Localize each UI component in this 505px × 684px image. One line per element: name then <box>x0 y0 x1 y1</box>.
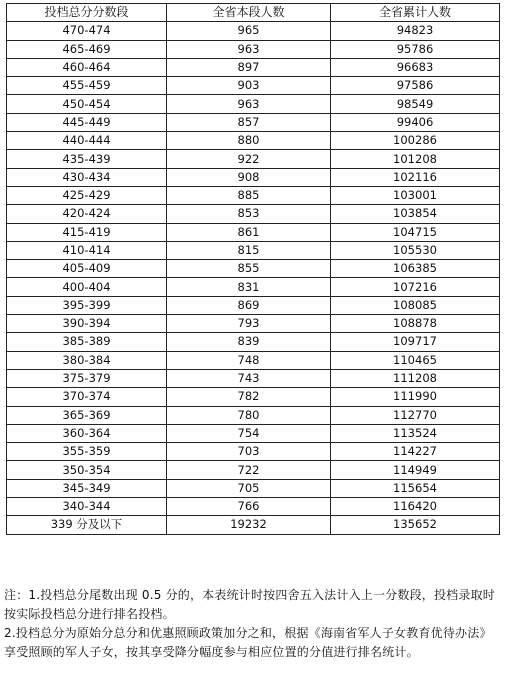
table-row <box>7 424 500 442</box>
score-range-cell: 410-414 <box>7 241 167 259</box>
cumulative-count-cell: 99406 <box>331 113 500 131</box>
segment-count-cell: 922 <box>167 150 331 168</box>
cumulative-count-cell: 113524 <box>331 424 500 442</box>
segment-count-cell: 853 <box>167 205 331 223</box>
table-row <box>7 479 500 497</box>
table-row <box>7 241 500 259</box>
segment-count-cell: 880 <box>167 132 331 150</box>
cumulative-count-cell: 100286 <box>331 132 500 150</box>
segment-count-cell: 748 <box>167 351 331 369</box>
score-range-cell: 360-364 <box>7 424 167 442</box>
table-row <box>7 132 500 150</box>
segment-count-cell: 861 <box>167 223 331 241</box>
table-row <box>7 388 500 406</box>
note-1: 注：1.投档总分尾数出现 0.5 分的，本表统计时按四舍五入法计入上一分数段，投档录取时按实际投档总分进行排名投档。 <box>4 588 495 621</box>
cumulative-count-cell: 106385 <box>331 260 500 278</box>
table-body <box>7 22 500 534</box>
segment-count-cell: 869 <box>167 296 331 314</box>
score-range-cell: 430-434 <box>7 168 167 186</box>
score-range-cell: 400-404 <box>7 278 167 296</box>
notes <box>4 586 501 662</box>
score-range-cell: 350-354 <box>7 461 167 479</box>
table-row <box>7 58 500 76</box>
segment-count-cell: 815 <box>167 241 331 259</box>
cumulative-count-cell: 98549 <box>331 95 500 113</box>
cumulative-count-cell: 135652 <box>331 516 500 534</box>
score-range-cell: 465-469 <box>7 40 167 58</box>
table-row <box>7 443 500 461</box>
segment-count-cell: 703 <box>167 443 331 461</box>
cumulative-count-cell: 107216 <box>331 278 500 296</box>
segment-count-cell: 722 <box>167 461 331 479</box>
segment-count-cell: 19232 <box>167 516 331 534</box>
table-row <box>7 498 500 516</box>
table-row <box>7 113 500 131</box>
segment-count-cell: 782 <box>167 388 331 406</box>
cumulative-count-cell: 105530 <box>331 241 500 259</box>
segment-count-cell: 855 <box>167 260 331 278</box>
table-row <box>7 22 500 40</box>
header-score-range: 投档总分分数段 <box>7 4 167 22</box>
table-row <box>7 278 500 296</box>
table-row <box>7 95 500 113</box>
cumulative-count-cell: 116420 <box>331 498 500 516</box>
cumulative-count-cell: 101208 <box>331 150 500 168</box>
note-2: 2.投档总分为原始分总分和优惠照顾政策加分之和，根据《海南省军人子女教育优待办法》享受照顾的军人子女，按其享受降分幅度参与相应位置的分值进行排名统计。 <box>4 626 492 659</box>
table-row <box>7 406 500 424</box>
segment-count-cell: 831 <box>167 278 331 296</box>
segment-count-cell: 780 <box>167 406 331 424</box>
cumulative-count-cell: 109717 <box>331 333 500 351</box>
score-range-cell: 370-374 <box>7 388 167 406</box>
cumulative-count-cell: 115654 <box>331 479 500 497</box>
cumulative-count-cell: 108878 <box>331 315 500 333</box>
score-distribution-table <box>6 3 500 535</box>
table-row <box>7 168 500 186</box>
table-row <box>7 461 500 479</box>
score-range-cell: 450-454 <box>7 95 167 113</box>
score-range-cell: 470-474 <box>7 22 167 40</box>
segment-count-cell: 963 <box>167 40 331 58</box>
score-range-cell: 355-359 <box>7 443 167 461</box>
cumulative-count-cell: 111990 <box>331 388 500 406</box>
segment-count-cell: 754 <box>167 424 331 442</box>
score-range-cell: 415-419 <box>7 223 167 241</box>
score-range-cell: 420-424 <box>7 205 167 223</box>
score-range-cell: 455-459 <box>7 77 167 95</box>
table-row <box>7 333 500 351</box>
cumulative-count-cell: 110465 <box>331 351 500 369</box>
cumulative-count-cell: 103001 <box>331 186 500 204</box>
table-header-row <box>7 4 500 22</box>
table-row <box>7 260 500 278</box>
segment-count-cell: 839 <box>167 333 331 351</box>
cumulative-count-cell: 104715 <box>331 223 500 241</box>
score-range-cell: 445-449 <box>7 113 167 131</box>
segment-count-cell: 885 <box>167 186 331 204</box>
score-range-cell: 425-429 <box>7 186 167 204</box>
header-segment-count: 全省本段人数 <box>167 4 331 22</box>
score-range-cell: 365-369 <box>7 406 167 424</box>
header-cumulative-count: 全省累计人数 <box>331 4 500 22</box>
table-row <box>7 186 500 204</box>
segment-count-cell: 705 <box>167 479 331 497</box>
cumulative-count-cell: 97586 <box>331 77 500 95</box>
score-range-cell: 345-349 <box>7 479 167 497</box>
score-range-cell: 395-399 <box>7 296 167 314</box>
segment-count-cell: 908 <box>167 168 331 186</box>
cumulative-count-cell: 114949 <box>331 461 500 479</box>
score-range-cell: 340-344 <box>7 498 167 516</box>
cumulative-count-cell: 112770 <box>331 406 500 424</box>
table-row <box>7 40 500 58</box>
table-row <box>7 351 500 369</box>
segment-count-cell: 897 <box>167 58 331 76</box>
cumulative-count-cell: 102116 <box>331 168 500 186</box>
score-range-cell: 440-444 <box>7 132 167 150</box>
score-range-cell: 375-379 <box>7 369 167 387</box>
segment-count-cell: 965 <box>167 22 331 40</box>
score-range-cell: 385-389 <box>7 333 167 351</box>
score-range-cell: 339 分及以下 <box>7 516 167 534</box>
table-row <box>7 516 500 534</box>
cumulative-count-cell: 108085 <box>331 296 500 314</box>
table-row <box>7 223 500 241</box>
segment-count-cell: 743 <box>167 369 331 387</box>
score-range-cell: 435-439 <box>7 150 167 168</box>
cumulative-count-cell: 95786 <box>331 40 500 58</box>
segment-count-cell: 963 <box>167 95 331 113</box>
segment-count-cell: 903 <box>167 77 331 95</box>
cumulative-count-cell: 114227 <box>331 443 500 461</box>
table-row <box>7 296 500 314</box>
score-range-cell: 405-409 <box>7 260 167 278</box>
segment-count-cell: 857 <box>167 113 331 131</box>
segment-count-cell: 766 <box>167 498 331 516</box>
table-row <box>7 315 500 333</box>
score-range-cell: 380-384 <box>7 351 167 369</box>
cumulative-count-cell: 94823 <box>331 22 500 40</box>
cumulative-count-cell: 96683 <box>331 58 500 76</box>
score-range-cell: 390-394 <box>7 315 167 333</box>
table-row <box>7 150 500 168</box>
cumulative-count-cell: 111208 <box>331 369 500 387</box>
score-range-cell: 460-464 <box>7 58 167 76</box>
segment-count-cell: 793 <box>167 315 331 333</box>
table-row <box>7 77 500 95</box>
table-row <box>7 205 500 223</box>
table-row <box>7 369 500 387</box>
cumulative-count-cell: 103854 <box>331 205 500 223</box>
